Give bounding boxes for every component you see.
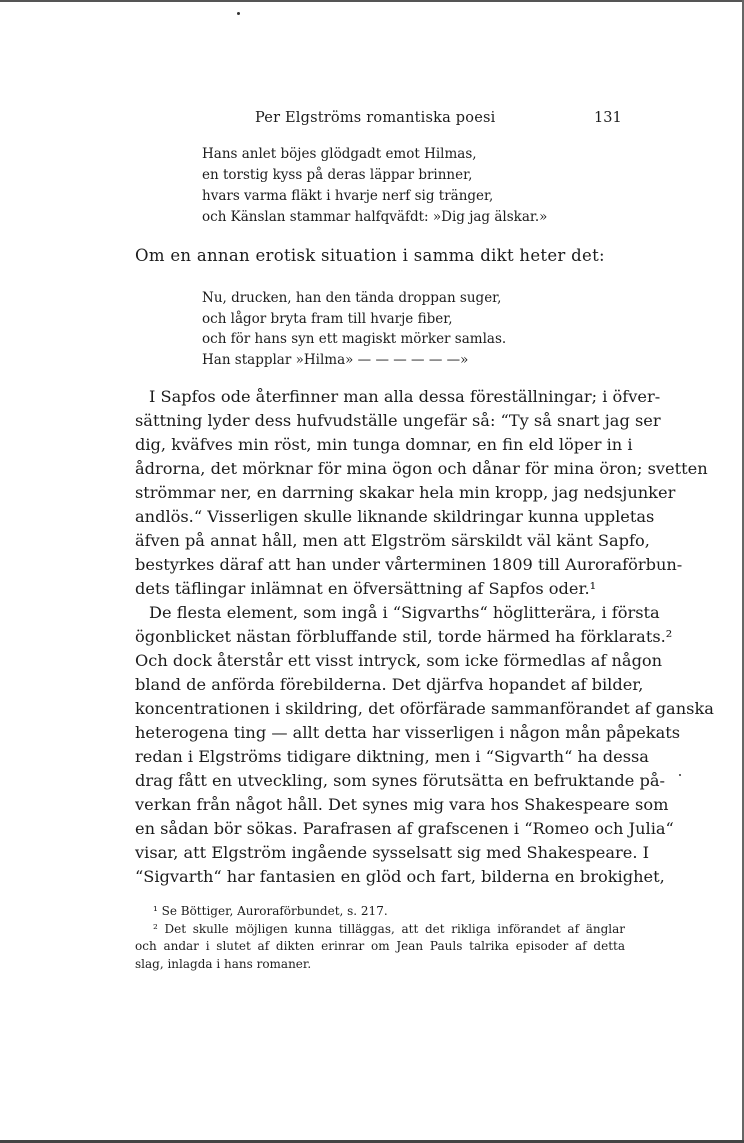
poem-line: och Känslan stammar halfqväfdt: »Dig jag älskar.» bbox=[202, 209, 548, 225]
intro-line: Om en annan erotisk situation i samma dikt heter det: bbox=[135, 246, 605, 265]
paragraph-line: “Sigvarth“ har fantasien en glöd och fart, bilderna en brokighet, bbox=[135, 867, 665, 886]
poem-quote-1 bbox=[202, 144, 547, 228]
paragraph-line: en sådan bör sökas. Parafrasen af grafscenen i “Romeo och Julia“ bbox=[135, 819, 674, 838]
page-number: 131 bbox=[594, 110, 622, 126]
footnote-line: slag, inlagda i hans romaner. bbox=[135, 956, 312, 971]
paragraph-line: Och dock återstår ett visst intryck, som icke förmedlas af någon bbox=[135, 651, 663, 670]
poem-line: Hans anlet böjes glödgadt emot Hilmas, bbox=[202, 146, 477, 162]
paragraph-line: bestyrkes däraf att han under vårterminen 1809 till Auroraförbun- bbox=[135, 555, 683, 574]
scan-edge-top bbox=[0, 0, 744, 2]
scan-speck bbox=[679, 774, 681, 776]
paragraph-line: verkan från något håll. Det synes mig vara hos Shakespeare som bbox=[135, 795, 669, 814]
paragraph-line: redan i Elgströms tidigare diktning, men i “Sigvarth“ ha dessa bbox=[135, 747, 649, 766]
paragraph-line: andlös.“ Visserligen skulle liknande skildringar kunna uppletas bbox=[135, 507, 655, 526]
poem-line: en torstig kyss på deras läppar brinner, bbox=[202, 167, 473, 183]
footnote-1: ¹ Se Böttiger, Auroraförbundet, s. 217. bbox=[153, 904, 388, 918]
body-text bbox=[135, 385, 714, 889]
paragraph-line: dig, kväfves min röst, min tunga domnar, en fin eld löper in i bbox=[135, 435, 633, 454]
running-title: Per Elgströms romantiska poesi bbox=[255, 110, 496, 126]
paragraph-line: koncentrationen i skildring, det oförfärade sammanförandet af ganska bbox=[135, 699, 714, 718]
footnotes bbox=[135, 903, 625, 973]
paragraph-line: bland de anförda förebilderna. Det djärfva hopandet af bilder, bbox=[135, 675, 644, 694]
paragraph-line: visar, att Elgström ingående sysselsatt sig med Shakespeare. I bbox=[135, 843, 650, 862]
paragraph-line: drag fått en utveckling, som synes förutsätta en befruktande på- bbox=[135, 771, 666, 790]
paragraph-line: strömmar ner, en darrning skakar hela min kropp, jag nedsjunker bbox=[135, 483, 676, 502]
paragraph-line: äfven på annat håll, men att Elgström särskildt väl känt Sapfo, bbox=[135, 531, 650, 550]
paragraph-line: heterogena ting — allt detta har visserligen i någon mån påpekats bbox=[135, 723, 681, 742]
footnote-2: ² Det skulle möjligen kunna tilläggas, att det rikliga införandet af änglar bbox=[153, 921, 625, 936]
footnote-line: och andar i slutet af dikten erinrar om Jean Pauls talrika episoder af detta bbox=[135, 939, 625, 953]
poem-line: Nu, drucken, han den tända droppan suger, bbox=[202, 290, 502, 306]
poem-line: Han stapplar »Hilma» — — — — — —» bbox=[202, 351, 469, 368]
poem-quote-2 bbox=[202, 288, 506, 370]
paragraph-line: sättning lyder dess hufvudställe ungefär så: “Ty så snart jag ser bbox=[135, 411, 661, 430]
page-header bbox=[0, 110, 744, 132]
poem-line: och för hans syn ett magiskt mörker samlas. bbox=[202, 331, 507, 347]
paragraph-line: dets täflingar inlämnat en öfversättning af Sapfos oder.¹ bbox=[135, 579, 597, 598]
poem-line: och lågor bryta fram till hvarje fiber, bbox=[202, 310, 453, 327]
paragraph-line: De flesta element, som ingå i “Sigvarths“ höglitterära, i första bbox=[149, 603, 660, 622]
paragraph-line: ådrorna, det mörknar för mina ögon och dånar för mina öron; svetten bbox=[135, 459, 708, 478]
scan-speck bbox=[237, 12, 240, 15]
paragraph-line: I Sapfos ode återfinner man alla dessa föreställningar; i öfver- bbox=[149, 387, 661, 406]
poem-line: hvars varma fläkt i hvarje nerf sig tränger, bbox=[202, 188, 494, 204]
paragraph-line: ögonblicket nästan förbluffande stil, torde härmed ha förklarats.² bbox=[135, 627, 673, 646]
